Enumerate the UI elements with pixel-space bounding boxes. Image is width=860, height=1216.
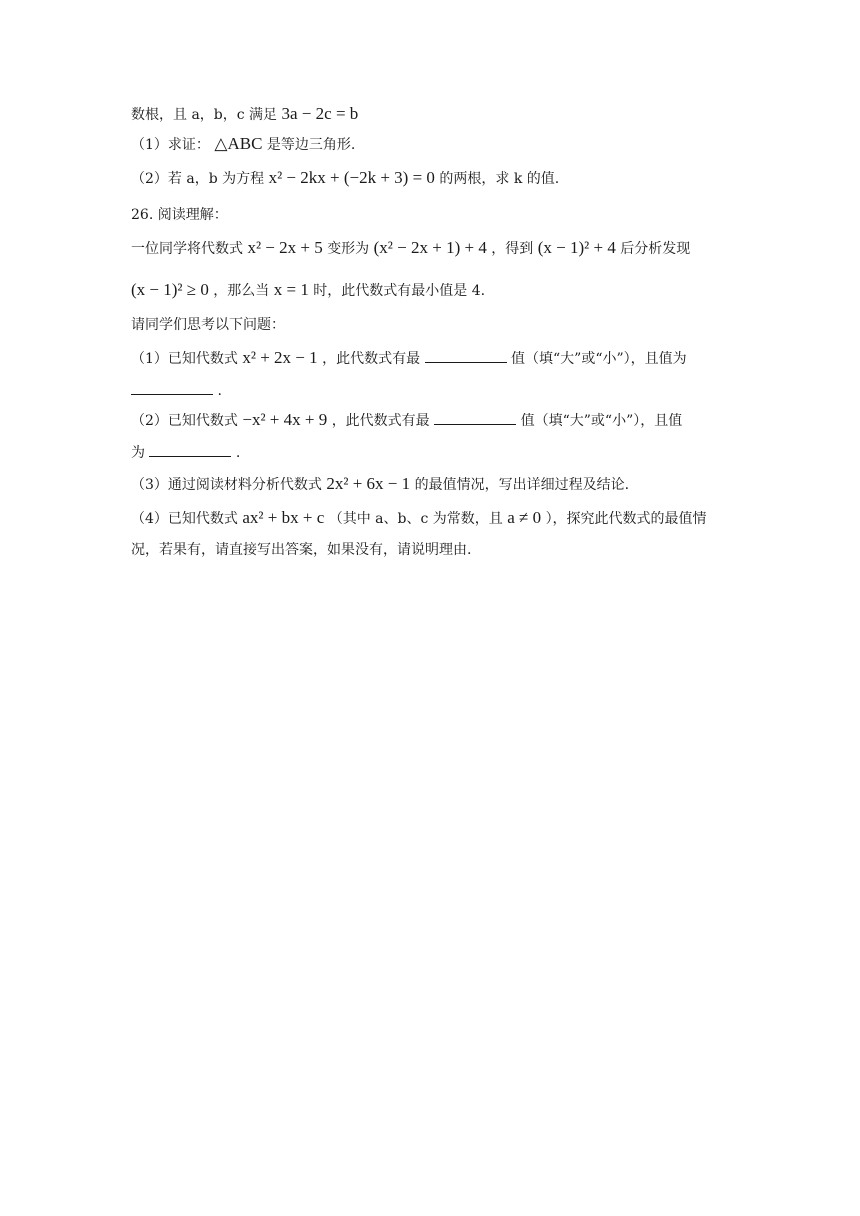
- math-expression: △ABC: [214, 134, 263, 153]
- math-expression: (x − 1)² ≥ 0: [131, 280, 209, 299]
- line-subquestion-1-cont: [131, 380, 222, 401]
- text: 为: [131, 445, 145, 461]
- line-subquestion-4-cont: [131, 540, 471, 560]
- line-reading-2: [131, 280, 485, 301]
- text: ，得到: [491, 241, 534, 257]
- text: .: [235, 445, 241, 461]
- text: .: [217, 383, 222, 399]
- text: （其中 a、b、c 为常数，且: [328, 511, 503, 527]
- math-expression: −x² + 4x + 9: [242, 410, 328, 429]
- math-expression: x² + 2x − 1: [242, 348, 318, 367]
- math-expression: ax² + bx + c: [242, 508, 325, 527]
- text: （1）求证：: [131, 137, 210, 153]
- text: （4）已知代数式: [131, 511, 238, 527]
- text: 况，若果有，请直接写出答案，如果没有，请说明理由.: [131, 542, 472, 558]
- answer-blank[interactable]: [149, 442, 231, 457]
- text: （1）已知代数式: [131, 351, 238, 367]
- text: （2）已知代数式: [131, 413, 238, 429]
- problem-26-heading: [131, 205, 228, 225]
- text: ，此代数式有最: [322, 351, 421, 367]
- line-subquestion-1: [131, 348, 687, 369]
- text: 是等边三角形.: [266, 137, 356, 153]
- math-expression: (x² − 2x + 1) + 4: [373, 238, 487, 257]
- math-expression: x = 1: [273, 280, 309, 299]
- line-subquestion-2-cont: [131, 442, 240, 463]
- text: 值（填“大”或“小”），且值: [520, 413, 683, 429]
- line-subquestion-4: [131, 508, 707, 529]
- text: 26. 阅读理解：: [131, 207, 228, 223]
- line-subquestion-2: [131, 410, 682, 431]
- text: ，此代数式有最: [331, 413, 430, 429]
- text: 变形为: [327, 241, 370, 257]
- line-subquestion-3: [131, 474, 629, 495]
- line-question-2: [131, 168, 559, 189]
- line-question-1: [131, 134, 355, 155]
- line-reading-1: [131, 238, 690, 259]
- math-expression: x² − 2x + 5: [247, 238, 323, 257]
- math-expression: a ≠ 0: [507, 508, 542, 527]
- math-expression: 2x² + 6x − 1: [326, 474, 411, 493]
- answer-blank[interactable]: [434, 410, 516, 425]
- answer-blank[interactable]: [425, 348, 507, 363]
- text: （3）通过阅读材料分析代数式: [131, 477, 322, 493]
- text: 的最值情况，写出详细过程及结论.: [414, 477, 630, 493]
- line-condition: [131, 104, 358, 125]
- text: 请同学们思考以下问题：: [131, 317, 285, 333]
- math-expression: (x − 1)² + 4: [537, 238, 616, 257]
- text: 数根，且 a，b，c 满足: [131, 107, 278, 123]
- math-expression: 3a − 2c = b: [281, 104, 359, 123]
- text: （2）若 a，b 为方程: [131, 171, 265, 187]
- text: 时，此代数式有最小值是 4.: [313, 283, 486, 299]
- text: 一位同学将代数式: [131, 241, 243, 257]
- answer-blank[interactable]: [131, 380, 213, 395]
- text: ，那么当: [213, 283, 270, 299]
- line-prompt: [131, 315, 285, 335]
- text: 后分析发现: [620, 241, 691, 257]
- text: 值（填“大”或“小”），且值为: [511, 351, 687, 367]
- text: ），探究此代数式的最值情: [545, 511, 707, 527]
- text: 的两根，求 k 的值.: [439, 171, 560, 187]
- math-expression: x² − 2kx + (−2k + 3) = 0: [268, 168, 435, 187]
